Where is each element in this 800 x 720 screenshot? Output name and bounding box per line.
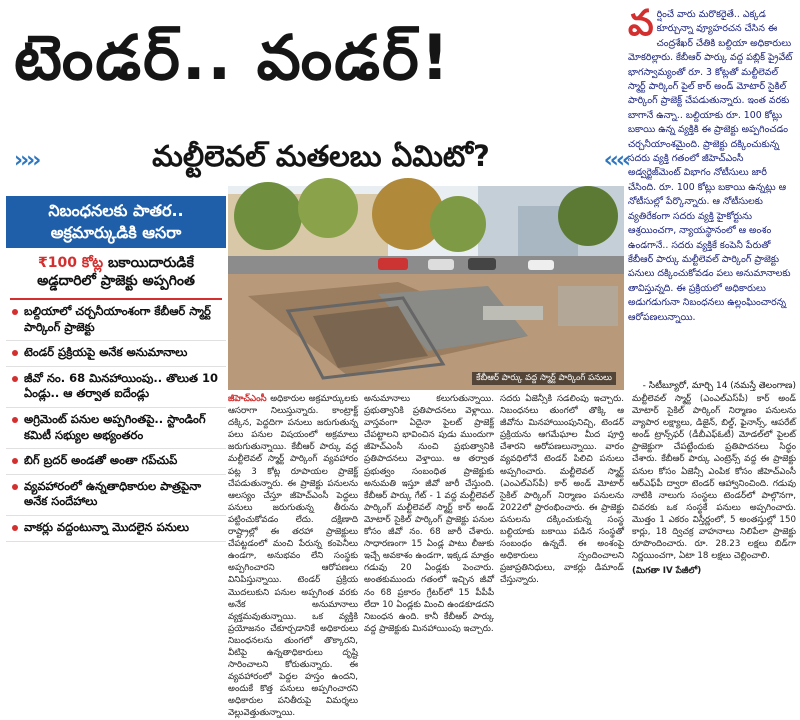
- column-text: అధికారుల అక్రమార్కులకు ఆసరాగా నిలుస్తున్నారు. కాంట్రాక్ట్ దక్కిన, పెద్దదిగా పనులు జరుగుతున్న పలు పనుల విషయంలో అక్రమాలు జరుగుతున్నాయి. కేబీఆర్ పార్కు వద్ద మల్టీలెవల్ స్మార్ట్ పార్కింగ్ వ్యవహారం పట్ల 3 కోట్ల రూపాయల ప్రాజెక్ట్ చేపడుతున్నారు. ఈ ప్రాజెక్టు పనులను ఆలస్యం చేస్తూ జీహెచ్‌ఎంసీ పెద్దలు పనులు జరుగుతున్న తీరును పట్టించుకోవడం లేదు. దక్షిణాది రాష్ట్రాల్లో ఈ తరహా ప్రాజెక్టులు చేపట్టడంలో మంచి పేరున్న కంపెనీలు ఉండగా, అనుభవం లేని సంస్థకు అప్పగించారని ఆరోపణలు వినిపిస్తున్నాయి. టెండర్ ప్రక్రియ మొదలుకుని పనుల అప్పగింత వరకు అనేక అనుమానాలు వ్యక్తమవుతున్నాయి. ఒక వ్యక్తికి ప్రయోజనం చేకూర్చడానికే అధికారులు నిబంధనలను తుంగలో తొక్కారని, వీటిపై ఉన్నతాధికారులు దృష్టి సారించాలని కోరుతున్నారు. ఈ వ్యవహారంలో పెద్దల హస్తం ఉందని, అందుకే కొత్త పనులు అప్పగించారని అధికారుల పనితీరుపై విమర్శలు వెల్లువెత్తుతున్నాయి.: [228, 394, 359, 719]
- bullet-item: బిగ్ బ్రదర్ అండతో అంతా గప్‌చుప్: [6, 453, 226, 475]
- bullet-list: [6, 304, 226, 542]
- subtitle-rest: బకాయిదారుడికే అడ్డదారిలో ప్రాజెక్టు అప్పగింత: [37, 255, 195, 289]
- continuation-note: (మిగతా IV పేజీలో): [632, 566, 702, 577]
- highlights-title: నిబంధనలకు పాతర.. అక్రమార్కుడికి ఆసరా: [6, 196, 226, 248]
- highlights-box: [6, 196, 226, 603]
- column-text: మల్టీలెవల్ స్మార్ట్ (ఎంఎల్‌ఎస్‌పీ) కార్ అండ్ మోటార్ సైకిల్ పార్కింగ్ నిర్మాణం పనులను వ్యాపార లక్ష్యాలు, డిజైన్, బిల్డ్, ఫైనాన్స్, ఆపరేట్ అండ్ ట్రాన్స్‌ఫర్ (డీబీఎఫ్‌ఓటీ) మోడల్‌లో పైలట్ ప్రాజెక్టుగా చేపట్టేందుకు ప్రతిపాదనలు సిద్ధం చేశారు. కేబీఆర్ పార్కు ఎంట్రెన్స్ వద్ద ఈ ప్రాజెక్టు పనుల కోసం ఏజెన్సీ ఎంపిక కోసం జీహెచ్‌ఎంసీ ఆర్‌ఎఫ్‌పీ ద్వారా టెండర్ ఆహ్వానించింది. గడువు నాటికి నాలుగు సంస్థలు టెండర్‌లో పాల్గొనగా, చివరకు ఒక సంస్థకే పనులు అప్పగించారు. మొత్తం 1 ఎకరం విస్తీర్ణంలో, 5 అంతస్తుల్లో 150 కార్లు, 18 ద్విచక్ర వాహనాలు నిలిపేలా ప్రాజెక్టు రూపొందించారు. రూ. 28.23 లక్షలు బిడ్‌గా నిర్ణయించగా, ఏటా 18 లక్షలు చెల్లించాలి.: [632, 394, 796, 562]
- bullet-item: వాకర్లు వద్దంటున్నా మొదలైన పనులు: [6, 520, 226, 542]
- bullet-item: జీవో నం. 68 మినహాయింపు.. తొలుత 10 ఏండ్లు.. ఆ తర్వాత ఐదేండ్లు: [6, 371, 226, 408]
- photo-illustration: [228, 186, 624, 390]
- photo-caption: కేబీఆర్ పార్కు వద్ద స్మార్ట్ పార్కింగ్ పనులు: [472, 372, 616, 385]
- intro-sidebar: [628, 3, 796, 393]
- construction-photo: [228, 186, 624, 390]
- drop-cap: వ: [628, 3, 654, 44]
- article-column-1: [228, 393, 359, 719]
- byline: - సిటీబ్యూరో, మార్చి 14 (నమస్తే తెలంగాణ): [642, 380, 796, 391]
- bullet-item: వ్యవహారంలో ఉన్నతాధికారుల పాత్రపైనా అనేక సందేహాలు: [6, 479, 226, 516]
- highlights-subtitle: [6, 248, 226, 296]
- chevron-right-icon: ››››: [14, 147, 39, 173]
- intro-text: ర్షించే వారు మరొకరైతే.. ఎక్కడ కూర్చున్నా వ్యూహరచన చేసిన ఈ చంద్రశేఖర్ చేతికి బల్దియా అధికారులు మోకరిల్లారు. కేబీఆర్ పార్కు వద్ద పబ్లిక్ ప్రైవేట్ భాగస్వామ్యంతో రూ. 3 కోట్లతో మల్టీలెవల్ స్మార్ట్ పార్కింగ్ పైల్ కార్ అండ్ మోటార్ సైకిల్ పార్కింగ్ ప్రాజెక్ట్ చేపడుతున్నారు. ఇంత వరకు బాగానే ఉన్నా.. బల్దియాకు రూ. 100 కోట్లు బకాయి ఉన్న వ్యక్తికి ఈ ప్రాజెక్టు అప్పగించడం చర్చనీయాంశమైంది. ప్రాజెక్టు దక్కించుకున్న సదరు వ్యక్తి గతంలో జీహెచ్‌ఎంసీ అడ్వర్టైజ్‌మెంట్ విభాగం నోటీసులు జారీ చేసింది. రూ. 100 కోట్లు బకాయి ఉన్నట్లు ఆ నోటీసుల్లో పేర్కొన్నారు. ఆ నోటీసులకు వ్యతిరేకంగా సదరు వ్యక్తి హైకోర్టును ఆశ్రయించగా, న్యాయస్థానంలో ఆ అంశం ఉండగానే.. సదరు వ్యక్తికే కంపెనీ పేరుతో కేబీఆర్ పార్కు మల్టీలెవల్ పార్కింగ్ ప్రాజెక్టు పనులు దక్కించుకోవడం పలు అనుమానాలకు తావిస్తున్నది. ఈ ప్రక్రియలో అధికారులు అడుగడుగునా నిబంధనలు ఉల్లంఘించారన్న ఆరోపణలున్నాయి.: [628, 9, 793, 323]
- bullet-item: టెండర్ ప్రక్రియపై అనేక అనుమానాలు: [6, 345, 226, 367]
- column-text: అనుమానాలు కలుగుతున్నాయి. ప్రభుత్వానికి ప్రతిపాదనలు వెళ్లాయి. వాస్తవంగా ఏదైనా పైలట్ ప్రాజెక్ట్ చేపట్టాలని భావించిన పుడు ముందుగా జీహెచ్‌ఎంసీ నుంచి ప్రభుత్వానికి ప్రతిపాదనలు వెళ్తాయి. ఆ తర్వాత ప్రభుత్వం సంబంధిత ప్రాజెక్టుకు అనుమతి ఇస్తూ జీవో జారీ చేస్తుంది. కేబీఆర్ పార్కు గేట్ - 1 వద్ద మల్టీలెవల్ పార్కింగ్ మల్టీలెవల్ స్మార్ట్ కార్ అండ్ మోటార్ సైకిల్ పార్కింగ్ ప్రాజెక్టు పనుల కోసం జీవో నం. 68 జారీ చేశారు. సాధారణంగా 15 ఏండ్ల పాటు లీజుకు ఇచ్చే అవకాశం ఉండగా, ఇక్కడ మాత్రం గడువు 20 ఏండ్లకు పెంచారు. అంతకుముందు గతంలో ఇచ్చిన జీవో నం 68 ప్రకారం గ్రేటర్‌లో 15 పీపీపీ లేదా 10 ఏండ్లకు మించి ఉండకూడదని నిబంధన ఉంది. కానీ కేబీఆర్ పార్కు వద్ద ప్రాజెక్టుకు మినహాయింపు ఇచ్చారు.: [364, 394, 494, 634]
- bullet-item: అగ్రిమెంట్ పనుల అప్పగింతపై.. స్టాండింగ్ కమిటీ సభ్యుల అభ్యంతరం: [6, 412, 226, 449]
- article-column-2: [364, 393, 494, 634]
- divider: [10, 298, 222, 300]
- subhead: మల్టీలెవల్ మతలబు ఏమిటో?: [152, 139, 490, 173]
- chevron-left-icon: ‹‹‹‹: [603, 147, 628, 173]
- article-column-3: [500, 393, 624, 603]
- bullet-item: బల్దియాలో చర్చనీయాంశంగా కేబీఆర్ స్మార్ట్ పార్కింగ్ ప్రాజెక్టు: [6, 304, 226, 341]
- subhead-row: [14, 138, 628, 182]
- column-text: సదరు ఏజెన్సీకి సడలింపు ఇచ్చారు. నిబంధనలు తుంగలో తొక్కి ఆ జీవోను మినహాయింపునిచ్చి, టెండర్ ప్రక్రియను ఆగమేఘాల మీద పూర్తి చేశారని ఆరోపణలున్నాయి. వారం వ్యవధిలోనే టెండర్ పిలిచి పనులు అప్పగించారు. మల్టీలెవల్ స్మార్ట్ (ఎంఎల్‌ఎస్‌పీ) కార్ అండ్ మోటార్ సైకిల్ పార్కింగ్ నిర్మాణం పనులను 2022లో ప్రారంభించారు. ఈ ప్రాజెక్టు పనులను దక్కించుకున్న సంస్థ బల్దియాకు బకాయి పడిన సంస్థతో సంబంధం ఉన్నదే. ఈ అంశంపై అధికారులు స్పందించాలని ప్రజాప్రతినిధులు, వాకర్లు డిమాండ్ చేస్తున్నారు.: [500, 394, 624, 586]
- headline: టెండర్.. వండర్!: [14, 21, 452, 94]
- amount-highlight: ₹100 కోట్ల: [38, 255, 104, 271]
- column-lead: జీహెచ్‌ఎంసీ: [228, 394, 267, 404]
- article-column-4: [632, 393, 796, 603]
